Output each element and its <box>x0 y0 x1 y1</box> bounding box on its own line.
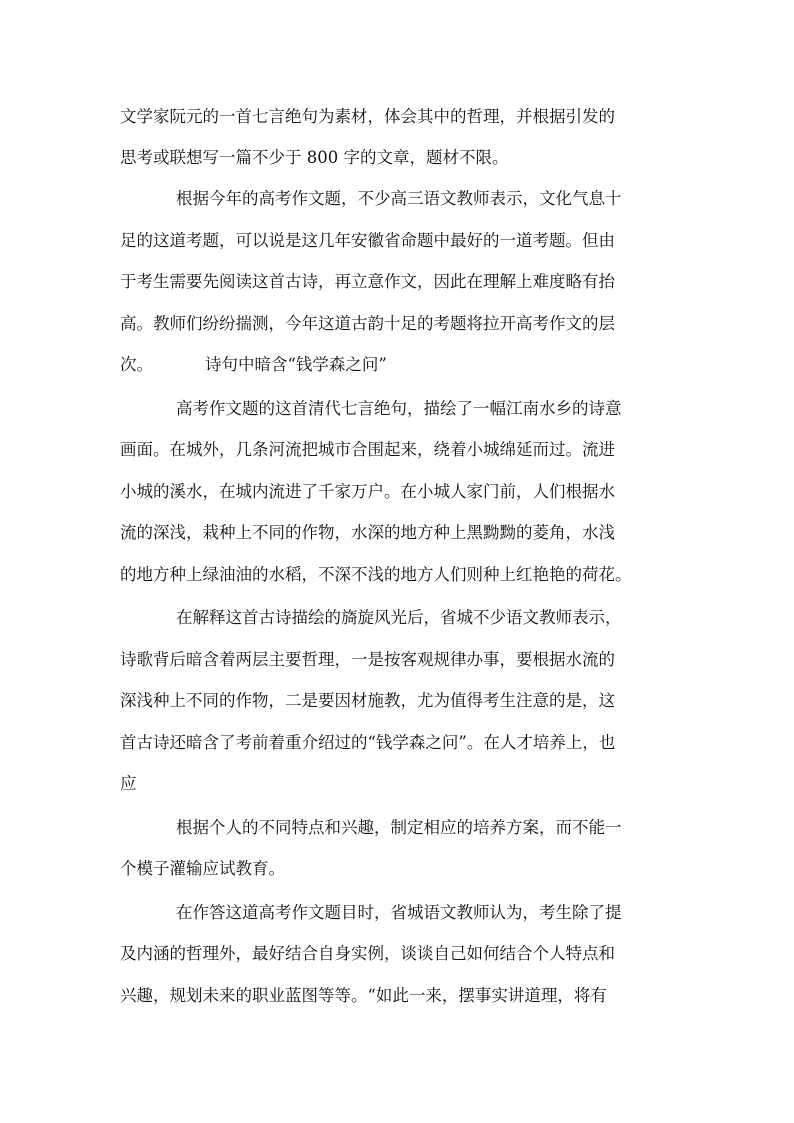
text-line: 次。 <box>120 355 153 374</box>
text-line: 应 <box>120 774 137 793</box>
text-line: 思考或联想写一篇不少于 800 字的文章，题材不限。 <box>120 148 509 167</box>
text-line: 文学家阮元的一首七言绝句为素材，体会其中的哲理，并根据引发的 <box>120 107 615 126</box>
paragraph-start: 在解释这首古诗描绘的旖旋风光后，省城不少语文教师表示， <box>176 608 622 627</box>
section-heading: 诗句中暗含“钱学森之问” <box>205 355 387 374</box>
text-line: 于考生需要先阅读这首古诗，再立意作文，因此在理解上难度略有抬 <box>120 272 615 291</box>
text-line: 首古诗还暗含了考前着重介绍过的“钱学森之问”。在人才培养上，也 <box>120 733 616 752</box>
text-line: 高。教师们纷纷揣测，今年这道古韵十足的考题将拉开高考作文的层 <box>120 314 615 333</box>
text-line: 及内涵的哲理外，最好结合自身实例，谈谈自己如何结合个人特点和 <box>120 944 615 963</box>
text-line: 个模子灌输应试教育。 <box>120 859 285 878</box>
text-line: 诗歌背后暗含着两层主要哲理，一是按客观规律办事，要根据水流的 <box>120 650 615 669</box>
text-line: 的地方种上绿油油的水稻，不深不浅的地方人们则种上红艳艳的荷花。 <box>120 565 632 584</box>
paragraph-start: 根据今年的高考作文题，不少高三语文教师表示，文化气息十 <box>176 189 622 208</box>
text-line: 流的深浅，栽种上不同的作物，水深的地方种上黑黝黝的菱角，水浅 <box>120 523 615 542</box>
text-line: 深浅种上不同的作物，二是要因材施教，尤为值得考生注意的是，这 <box>120 691 615 710</box>
paragraph-start: 根据个人的不同特点和兴趣，制定相应的培养方案，而不能一 <box>176 818 622 837</box>
paragraph-start: 高考作文题的这首清代七言绝句，描绘了一幅江南水乡的诗意 <box>176 399 622 418</box>
text-line: 画面。在城外，几条河流把城市合围起来，绕着小城绵延而过。流进 <box>120 440 615 459</box>
text-line: 足的这道考题，可以说是这几年安徽省命题中最好的一道考题。但由 <box>120 231 615 250</box>
paragraph-start: 在作答这道高考作文题目时，省城语文教师认为，考生除了提 <box>176 903 622 922</box>
text-line: 小城的溪水，在城内流进了千家万户。在小城人家门前，人们根据水 <box>120 482 615 501</box>
text-line: 兴趣，规划未来的职业蓝图等等。“如此一来，摆事实讲道理，将有 <box>120 986 607 1005</box>
